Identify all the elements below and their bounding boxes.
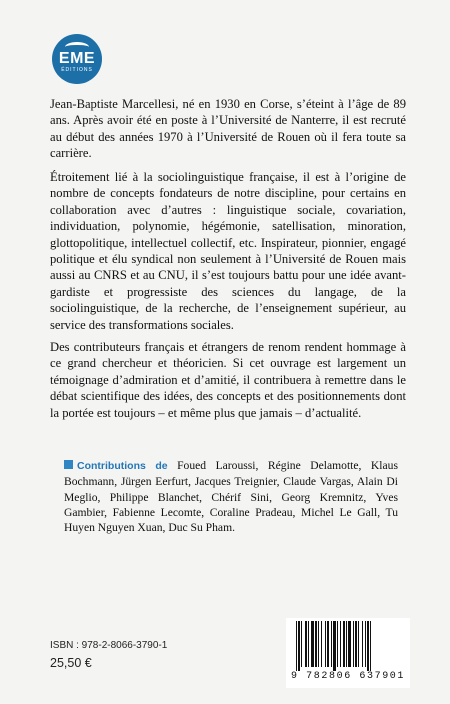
paragraph-biography: Jean-Baptiste Marcellesi, né en 1930 en Corse, s’éteint à l’âge de 89 ans. Après avoir été en poste à l’Université de Nanterre, il est recruté au début des années 1970 à l’Université de Rouen où il fera toute sa carrière. [50,97,406,161]
isbn-text: ISBN : 978-2-8066-3790-1 [50,640,168,651]
paragraph-tribute: Des contributeurs français et étrangers de renom rendent hommage à ce grand chercheur et théoricien. Si cet ouvrage est largement un témoignage d’admiration et d’amitié, il contribuera à remettre dans le débat scientifique des idées, des concepts et des positionnements dont la portée est toujours – et même plus que jamais – d’actualité. [50,340,406,420]
paragraph-concepts: Étroitement lié à la sociolinguistique française, il est à l’origine de nombre de concepts fondateurs de notre discipline, pour certains en collaboration avec d’autres : linguistique sociale, covariation, individuation, polynomie, hégémonie, satellisation, minoration, glottopolitique, intellectuel collectif, etc. Inspirateur, pionnier, engagé politique et élu syndical non seulement à l’Université de Rouen mais aussi au CNRS et au CNU, il s’est toujours battu pour une idée avant-gardiste et progressiste des sciences du langage, de la sociolinguistique, de la recherche, de l’enseignement supérieur, au service des transformations sociales. [50,170,406,332]
logo-text: EME [58,50,96,67]
contributors-names: Foued Laroussi, Régine Delamotte, Klaus Bochmann, Jürgen Eerfurt, Jacques Treignier, Claude Vargas, Alain Di Meglio, Philippe Blanchet, Chérif Sini, Georg Kremnitz, Yves Gambier, Fabienne Lecomte, Coraline Pradeau, Michel Le Gall, Tu Huyen Nguyen Xuan, Duc Su Pham. [64,459,398,535]
barcode [286,618,410,688]
barcode-number: 9 782806 637901 [290,671,405,682]
logo-subtext: ÉDITIONS [61,67,93,73]
barcode-bars-icon [296,621,400,671]
square-bullet-icon [64,460,73,469]
logo-arc-icon [65,42,89,52]
price-text: 25,50 € [50,656,92,670]
contributors-block [64,458,398,535]
contributors-label: Contributions de [77,460,168,472]
publisher-logo [52,34,102,84]
